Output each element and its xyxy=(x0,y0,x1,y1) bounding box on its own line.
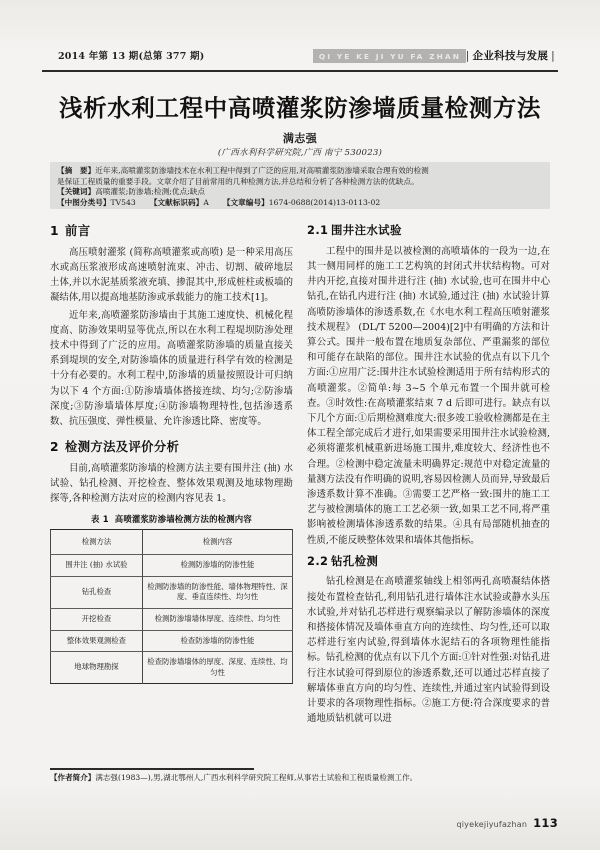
table-cell-content: 检测防渗墙墙体厚度、连续性、均匀性 xyxy=(142,608,292,630)
table-cell-method: 开挖检查 xyxy=(51,608,143,630)
abstract-label: 【摘 要】 xyxy=(57,166,96,175)
section-number-2-1: 2.1 xyxy=(307,223,329,237)
bar-right: | xyxy=(551,50,555,62)
section-spacer-1 xyxy=(50,431,293,440)
column-right xyxy=(307,224,550,728)
abstract-line-2 xyxy=(57,177,543,188)
paragraph-1-1: 高压喷射灌浆 (简称高喷灌浆或高喷) 是一种采用高压水或高压浆液形成高速喷射流束、冲击、切割、破碎地层土体,并以水泥基质浆液充填、掺混其中,形成桩柱或板墙的凝结体,用以提高地基防渗或承载能力的施工技术[1]。 xyxy=(50,246,293,304)
abstract-panel xyxy=(50,162,550,209)
clc-label: 【中图分类号】 xyxy=(57,197,111,207)
table-cell-method: 围井注 (抽) 水试验 xyxy=(51,555,143,577)
table-cell-content: 检查防渗墙墙体的厚度、深度、连续性、均匀性 xyxy=(142,652,292,684)
table-cell-content: 检查防渗墙的防渗性能 xyxy=(142,630,292,652)
section-heading-1 xyxy=(50,224,293,239)
author-name: 满志强 xyxy=(282,132,318,145)
table-cell-content: 检测防渗墙的防渗性能 xyxy=(142,555,292,577)
section-title-2-1: 围井注水试验 xyxy=(331,223,402,237)
doc-code-label: 【文献标识码】 xyxy=(149,197,204,207)
detection-methods-table xyxy=(50,529,293,685)
paragraph-2-1: 目前,高喷灌浆防渗墙的检测方法主要有围井注 (抽) 水试验、钻孔检测、开挖检查、整体效果观测及地球物理勘探等,各种检测方法对应的检测内容见表 1。 xyxy=(50,462,293,505)
section-heading-2 xyxy=(50,440,293,455)
doc-code-value: A xyxy=(203,197,209,207)
issue-info: 2014 年第 13 期(总第 377 期) xyxy=(58,51,205,62)
author-bio-footnote xyxy=(50,772,550,783)
table-cell-method: 地球物理勘探 xyxy=(51,652,143,684)
journal-name xyxy=(463,48,558,63)
section-number-1: 1 xyxy=(50,224,59,238)
abstract-line-1 xyxy=(57,166,543,177)
author-bio-text: 满志强(1983—),男,湖北鄂州人,广西水利科学研究院工程师,从事岩土试验和工程质量检测工作。 xyxy=(95,773,418,782)
table-row xyxy=(51,652,293,684)
paragraph-2-2-1: 钻孔检测是在高喷灌浆轴线上相邻两孔高喷凝结体搭接处布置检查钻孔,利用钻孔进行墙体注水试验或静水头压水试验,并对钻孔芯样进行观察编录以了解防渗墙体的深度和搭接体情况及墙体垂直方向的连续性、均匀性,还可以取芯样进行室内试验,得到墙体水泥结石的各项物理性能指标。钻孔检测的优点有以下几个方面:①针对性强:对钻孔进行注水试验可得到原位的渗透系数,还可以通过芯样直接了解墙体垂直方向的均匀性、连续性,并通过室内试验得到设计要求的各项物理性指标。②施工方便:符合深度要求的普通地质钻机就可以进 xyxy=(307,576,550,725)
table-caption xyxy=(50,513,293,525)
abstract-text-2: 是保证工程质量的重要手段。文章介绍了目前常用的几种检测方法,并总结和分析了各种检测方法的优缺点。 xyxy=(57,176,419,186)
section-title-2-2: 钻孔检测 xyxy=(331,553,379,568)
running-head xyxy=(42,48,558,70)
header-rule xyxy=(42,70,558,72)
page-footer xyxy=(456,812,558,831)
classification-line xyxy=(57,198,543,209)
abstract-text-1: 近年来,高喷灌浆防渗墙技术在水利工程中得到了广泛的应用,对高喷灌浆防渗墙采取合理有效的检测 xyxy=(95,166,429,175)
table-caption-label: 表 1 xyxy=(91,513,109,524)
keywords-label: 【关键词】 xyxy=(57,187,96,197)
paragraph-2-1-1: 工程中的围井是以被检测的高喷墙体的一段为一边,在其一侧用同样的施工工艺构筑的封闭式井状结构物。可对井内开挖,直接对围井进行注 (抽) 水试验,也可在围井中心钻孔,在钻孔内进行注 (抽) 水试验,通过注 (抽) 水试验计算高喷防渗墙体的渗透系数,在《水电水利工程高压喷射灌浆技术规程》 (DL/T 5200—2004)[2]中有明确的方法和计算公式。围井一般布置在地质复杂部位、严重漏浆的部位和可能存在缺陷的部位。围井注水试验的优点有以下几个方面:①应用广泛:围井注水试验检测适用于所有结构形式的高喷灌浆。②简单:每 3~5 个单元布置一个围井就可检查。③时效性:在高喷灌浆结束 7 d 后即可进行。缺点有以下几个方面:①后期检测难度大:很多竣工验收检测都是在主体工程全部完成后才进行,如果需要采用围井注水试验检测,必须将灌浆机械重新进场施工围井,难度较大、经济性也不合理。②检测中稳定流量未明确界定:规范中对稳定流量的量测方法没有作明确的说明,容易因检测人员而异,导致最后渗透系数计算不准确。③需要工艺严格一致:围井的施工工艺与被检测墙体的施工工艺必须一致,如果工艺不同,将严重影响被检测墙体渗透系数的结果。④具有局部随机抽查的性质,不能反映整体效果和墙体其他指标。 xyxy=(307,245,550,546)
table-cell-content: 检测防渗墙的防渗性能、墙体物理特性、深度、垂直连续性、均匀性 xyxy=(142,576,292,608)
footnote-rule xyxy=(50,768,254,770)
journal-pinyin-badge: QI YE KE JI YU FA ZHAN xyxy=(313,49,466,63)
table-body xyxy=(51,555,293,684)
table-header-row xyxy=(51,529,293,555)
footer-brand: qiyekejiyufazhan xyxy=(456,820,528,829)
keywords-line xyxy=(57,187,543,198)
article-id-label: 【文章编号】 xyxy=(222,197,269,207)
author-bio-label: 【作者简介】 xyxy=(50,773,96,782)
table-row xyxy=(51,555,293,577)
article-id-value: 1674-0688(2014)13-0113-02 xyxy=(268,197,381,207)
table-caption-title: 高喷灌浆防渗墙检测方法的检测内容 xyxy=(114,513,252,524)
section-heading-2-2 xyxy=(307,555,550,569)
section-title-2: 检测方法及评价分析 xyxy=(65,440,180,455)
clc-value: TV543 xyxy=(110,197,136,207)
section-title-1: 前言 xyxy=(65,224,91,238)
table-row xyxy=(51,608,293,630)
bar-left: | xyxy=(465,50,470,62)
section-number-2-2: 2.2 xyxy=(307,553,329,568)
author-affiliation: (广西水利科学研究院,广西 南宁 530023) xyxy=(217,148,383,158)
journal-name-text: 企业科技与发展 xyxy=(472,50,549,62)
page-number: 113 xyxy=(533,816,558,830)
table-head xyxy=(51,529,293,555)
table-header-content: 检测内容 xyxy=(202,536,233,546)
page-title: 浅析水利工程中高喷灌浆防渗墙质量检测方法 xyxy=(59,94,541,122)
section-number-2: 2 xyxy=(50,440,59,455)
table-cell-method: 整体效果观测检查 xyxy=(51,630,143,652)
table-header-method: 检测方法 xyxy=(51,529,143,555)
page-content xyxy=(42,0,558,850)
table-row xyxy=(51,630,293,652)
table-cell-method: 钻孔检查 xyxy=(51,576,143,608)
column-left xyxy=(50,224,293,684)
keywords-text: 高喷灌浆;防渗墙;检测;优点;缺点 xyxy=(95,187,206,197)
table-row xyxy=(51,576,293,608)
paragraph-1-2: 近年来,高喷灌浆防渗墙由于其施工速度快、机械化程度高、防渗效果明显等优点,所以在水利工程堤坝防渗处理技术中得到了广泛的应用。高喷灌浆防渗墙的质量直接关系到堤坝的安全,对防渗墙体的质量进行科学有效的检测是十分有必要的。水利工程中,防渗墙的质量按照设计可归纳为以下 4 个方面:①防渗墙墙体搭接连续、均匀;②防渗墙深度;③防渗墙墙体厚度;④防渗墙物理特性,包括渗透系数、抗压强度、弹性模量、允许渗透比降、密度等。 xyxy=(50,309,293,427)
section-heading-2-1 xyxy=(307,224,550,238)
